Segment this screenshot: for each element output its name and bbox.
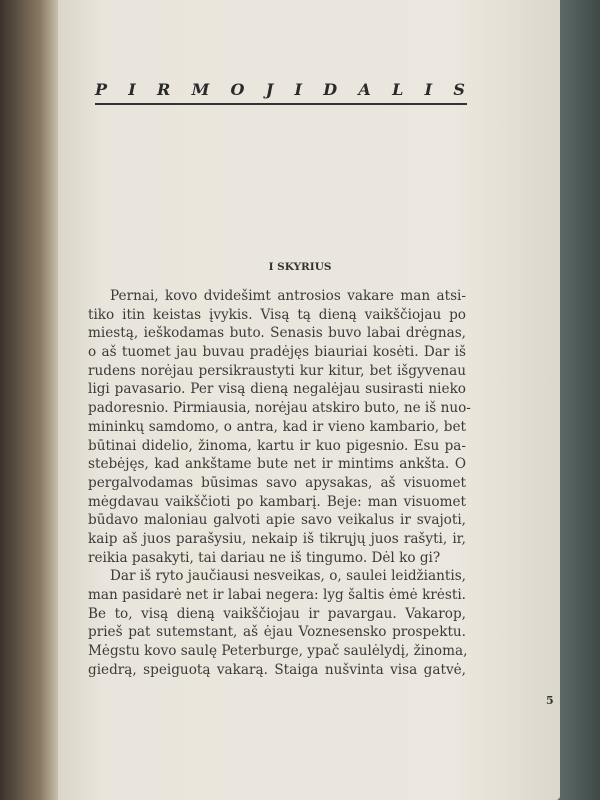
title-letter: D xyxy=(323,80,338,99)
title-letter: L xyxy=(392,80,404,99)
part-title xyxy=(95,80,465,99)
title-letter: S xyxy=(453,80,465,99)
text-line: miestą, ieškodamas buto. Senasis buvo labai drėgnas, xyxy=(88,325,466,342)
book-spine xyxy=(0,0,58,800)
chapter-heading: I SKYRIUS xyxy=(268,261,332,273)
text-line: kaip aš juos parašysiu, nekaip iš tikrųjų juos rašyti, ir, xyxy=(88,530,466,547)
title-letter: R xyxy=(157,80,171,99)
text-line: ligi pavasario. Per visą dieną negalėjau susirasti nieko xyxy=(88,381,466,398)
body-text xyxy=(88,287,471,679)
text-line: būdavo maloniau galvoti apie savo veikalus ir svajoti, xyxy=(88,512,466,529)
text-line: Dar iš ryto jaučiausi nesveikas, o, saulei leidžiantis, xyxy=(110,568,466,585)
title-letter: I xyxy=(294,80,303,99)
title-rule xyxy=(95,103,467,105)
title-letter: P xyxy=(95,80,108,99)
text-line: padoresnio. Pirmiausia, norėjau atskiro buto, ne iš nuo- xyxy=(88,400,471,417)
title-letter: I xyxy=(424,80,433,99)
text-line: Pernai, kovo dvidešimt antrosios vakare man atsi- xyxy=(110,288,466,304)
text-line: o aš tuomet jau buvau pradėjęs biauriai kosėti. Dar iš xyxy=(88,344,466,361)
text-line: giedrą, speiguotą vakarą. Staiga nušvinta visa gatvė, xyxy=(88,661,466,678)
text-line: stebėjęs, kad ankštame bute net ir mintims ankšta. O xyxy=(88,456,466,473)
text-line: pergalvodamas būsimas savo apysakas, aš visuomet xyxy=(88,474,466,491)
title-letter: I xyxy=(128,80,136,99)
text-line: rudens norėjau persikraustyti kur kitur, bet išgyvenau xyxy=(88,362,466,379)
title-letter: O xyxy=(230,80,245,99)
text-line: būtinai didelio, žinoma, kartu ir kuo pigesnio. Esu pa- xyxy=(88,437,466,454)
text-line: Mėgstu kovo saulę Peterburge, ypač saulėlydį, žinoma, xyxy=(88,643,468,660)
text-line: mėgdavau vaikščioti po kambarį. Beje: man visuomet xyxy=(88,493,466,510)
text-line: reikia pasakyti, tai dariau ne iš tingumo. Dėl ko gi? xyxy=(88,549,441,566)
text-line: Be to, visą dieną vaikščiojau ir pavargau. Vakarop, xyxy=(88,605,466,622)
text-line: man pasidarė net ir labai negera: lyg šaltis ėmė krėsti. xyxy=(88,587,466,603)
title-letter: M xyxy=(191,80,210,99)
text-line: mininkų samdomo, o antra, kad ir vieno kambario, bet xyxy=(88,418,466,435)
text-line: tiko itin keistas įvykis. Visą tą dieną vaikščiojau po xyxy=(88,306,466,323)
title-letter: A xyxy=(358,80,371,99)
text-line: prieš pat sutemstant, aš ėjau Voznesensko prospektu. xyxy=(88,624,466,641)
title-letter: J xyxy=(265,80,274,99)
page-number: 5 xyxy=(546,694,554,707)
